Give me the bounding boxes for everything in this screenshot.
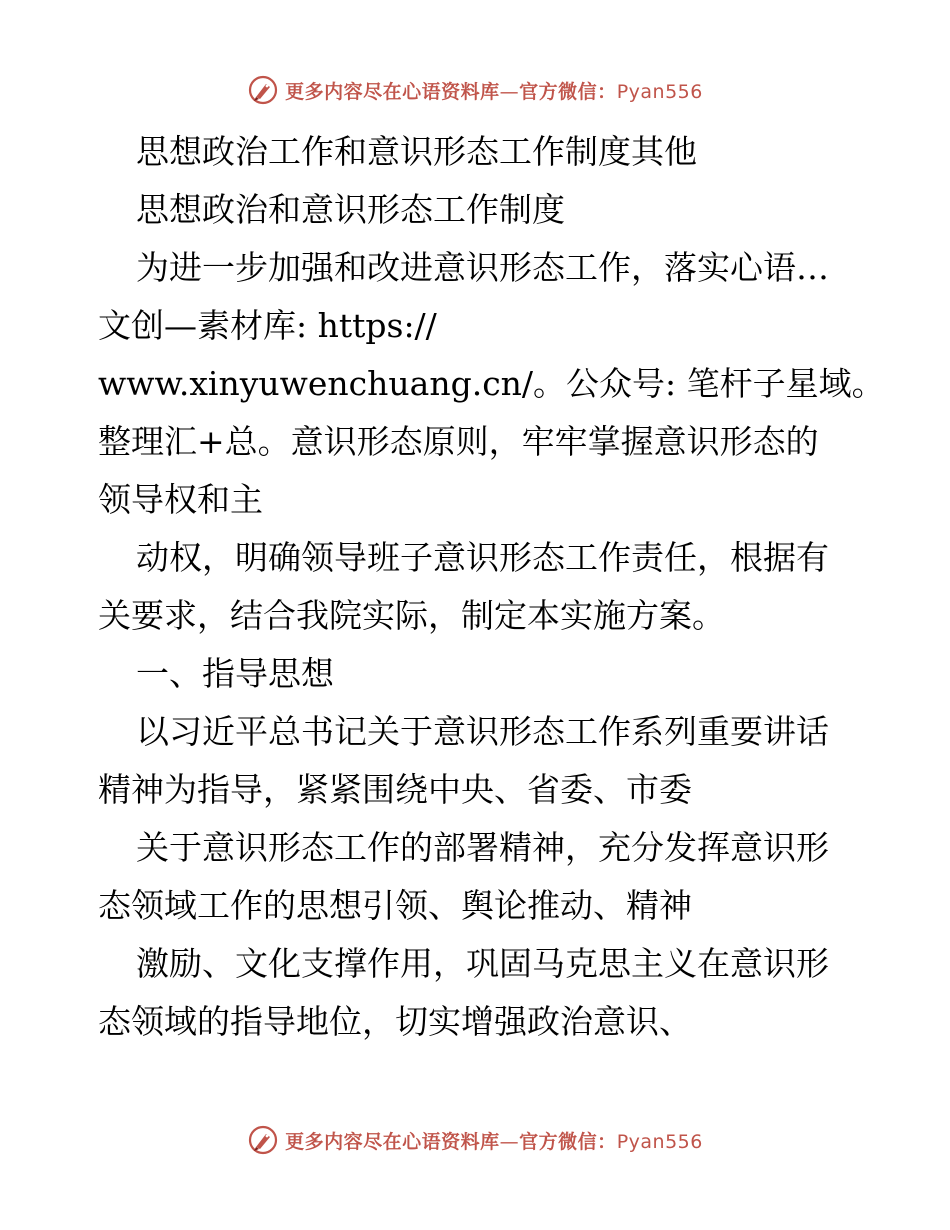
header-banner-wechat-label: 官方微信：	[519, 80, 617, 103]
header-banner-text	[285, 77, 703, 104]
document-line: 关于意识形态工作的部署精神，充分发挥意识形	[136, 828, 829, 867]
document-body	[98, 123, 885, 1051]
pen-nib-logo-icon	[247, 74, 279, 106]
footer-banner	[0, 1120, 950, 1160]
footer-banner-separator: —	[499, 1130, 520, 1153]
document-line: www.xinyuwenchuang.cn/。公众号: 笔杆子星域。	[98, 364, 885, 403]
footer-banner-title: 更多内容尽在心语资料库	[285, 1130, 500, 1153]
document-line: 动权，明确领导班子意识形态工作责任，根据有	[136, 538, 829, 577]
header-banner	[0, 70, 950, 110]
header-banner-separator: —	[499, 80, 520, 103]
document-line: 精神为指导，紧紧围绕中央、省委、市委	[98, 770, 692, 809]
document-line: 领导权和主	[98, 480, 263, 519]
footer-banner-wechat-label: 官方微信：	[519, 1130, 617, 1153]
header-banner-title: 更多内容尽在心语资料库	[285, 80, 500, 103]
document-line: 关要求，结合我院实际，制定本实施方案。	[98, 596, 725, 635]
section-heading: 一、指导思想	[136, 654, 334, 693]
document-title: 思想政治工作和意识形态工作制度其他	[136, 132, 697, 171]
document-line: 以习近平总书记关于意识形态工作系列重要讲话	[136, 712, 829, 751]
document-line: 整理汇+总。意识形态原则，牢牢掌握意识形态的	[98, 422, 819, 461]
document-line: 态领域的指导地位，切实增强政治意识、	[98, 1002, 692, 1041]
document-line: 文创—素材库: https://	[98, 306, 437, 345]
footer-banner-wechat-id: Pyan556	[616, 1130, 703, 1153]
footer-banner-text	[285, 1127, 703, 1154]
document-line: 为进一步加强和改进意识形态工作，落实心语…	[136, 248, 829, 287]
header-banner-wechat-id: Pyan556	[616, 80, 703, 103]
document-line: 激励、文化支撑作用，巩固马克思主义在意识形	[136, 944, 829, 983]
document-line: 态领域工作的思想引领、舆论推动、精神	[98, 886, 692, 925]
pen-nib-logo-icon	[247, 1124, 279, 1156]
document-subtitle: 思想政治和意识形态工作制度	[136, 190, 565, 229]
